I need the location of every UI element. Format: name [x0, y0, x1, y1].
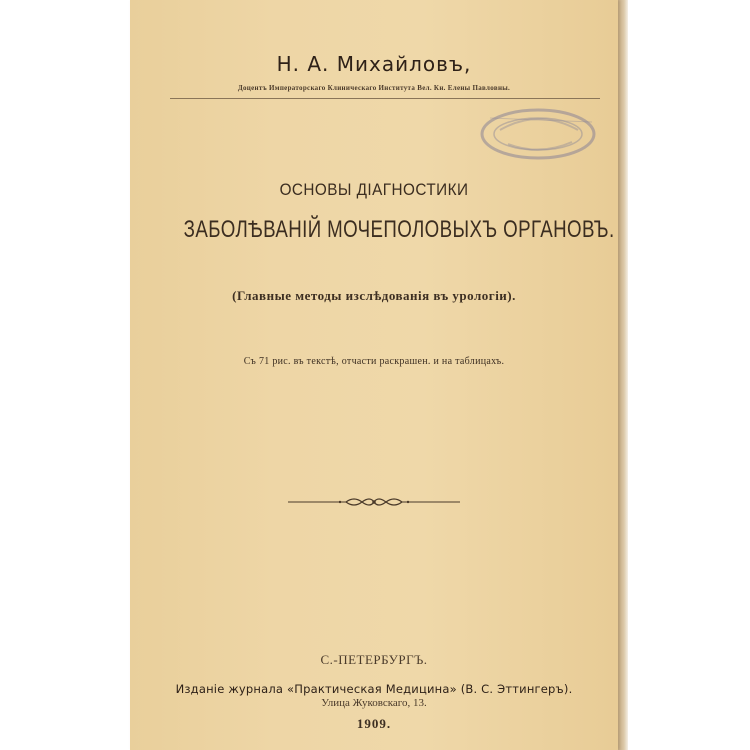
title-line-2: ЗАБОЛѢВАНІЙ МОЧЕПОЛОВЫХЪ ОРГАНОВЪ. — [183, 216, 615, 243]
publisher-address: Улица Жуковскаго, 13. — [321, 697, 427, 709]
publisher-line: Изданіе журнала «Практическая Медицина» (В. С. Эттингеръ). — [175, 682, 573, 696]
publication-year: 1909. — [356, 716, 392, 731]
author-name: Н. А. Михайловъ, — [276, 52, 472, 76]
ornament-divider-icon — [288, 494, 460, 510]
library-stamp-icon — [460, 100, 610, 170]
subtitle: (Главные методы изслѣдованія въ урологіи). — [232, 288, 516, 303]
publication-city: С.-ПЕТЕРБУРГЪ. — [320, 652, 428, 667]
book-page — [130, 0, 618, 750]
header-rule — [170, 98, 600, 99]
figures-note: Съ 71 рис. въ текстѣ, отчасти раскрашен. и на таблицахъ. — [243, 356, 505, 367]
title-line-1: ОСНОВЫ ДІАГНОСТИКИ — [279, 180, 469, 199]
author-affiliation: Доцентъ Императорскаго Клиническаго Института Вел. Кн. Елены Павловны. — [237, 84, 511, 92]
page-edge — [618, 0, 628, 750]
